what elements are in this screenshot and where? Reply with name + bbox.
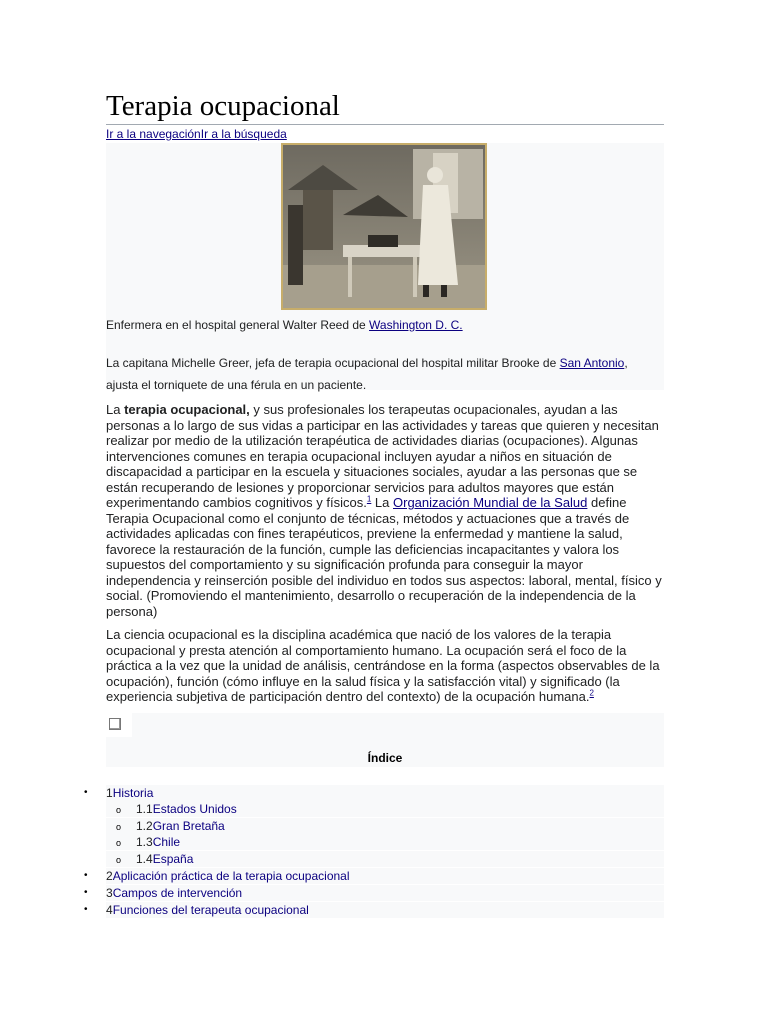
jump-to-navigation-link[interactable]: Ir a la navegación (106, 127, 201, 141)
toc-number: 1.3 (136, 835, 153, 849)
toc-item[interactable] (106, 834, 664, 850)
toc-title: Índice (367, 751, 403, 765)
toc-number: 1.1 (136, 802, 153, 816)
toc-link[interactable]: España (152, 852, 194, 866)
toc-item[interactable] (106, 801, 664, 817)
toc-link[interactable]: Historia (112, 786, 154, 800)
p1-text-d: define Terapia Ocupacional como el conjunto de técnicas, métodos y actuaciones que a través de actividades aplicadas con fines terapéuticos, previene la enfermedad y mantiene la salud, favorece la restauración de la función, cumple las deficiencias incapacitantes y valora los supuestos del comportamiento y su significación profunda para conseguir la mayor independencia y reinserción posible del individuo en todos sus aspectos: laboral, mental, físico y social. (Promoviendo el mantenimiento, desarrollo o recuperación de la independencia de la persona) (106, 495, 662, 619)
oms-link[interactable]: Organización Mundial de la Salud (393, 495, 588, 510)
p1-text-b: y sus profesionales los terapeutas ocupacionales, ayudan a las personas a lo largo de sus vidas a participar en las actividades y tareas que quieren y necesitan realizar por medio de la utilización terapéutica de actividades diarias (ocupaciones). Algunas intervenciones comunes en terapia ocupacional incluyen ayudar a niños en situación de discapacidad a participar en la escuela y situaciones sociales, ayudar a las personas que se están recuperando de lesiones y proporcionar servicios para adultos mayores que están experimentando cambios cognitivos y físicos. (106, 402, 659, 510)
caption-2-text: La capitana Michelle Greer, jefa de terapia ocupacional del hospital militar Brooke de (106, 356, 560, 370)
p1-text-c: La (371, 495, 393, 510)
caption-2 (106, 352, 662, 396)
toc-item[interactable] (106, 818, 664, 834)
toc-number: 4 (106, 903, 113, 917)
p1-bold-term: terapia ocupacional, (124, 402, 250, 417)
toc-number: 1 (106, 786, 113, 800)
p1-text-a: La (106, 402, 125, 417)
caption-1 (106, 318, 463, 332)
page-title: Terapia ocupacional (106, 88, 664, 125)
caption-2-text-cont: ajusta el torniquete de una férula en un paciente. (106, 378, 367, 392)
toc-box (106, 713, 664, 767)
science-paragraph (106, 627, 666, 705)
toc-number: 2 (106, 869, 113, 883)
bullet-icon: • (84, 904, 88, 915)
toc-link[interactable]: Estados Unidos (152, 802, 237, 816)
toc-link[interactable]: Campos de intervención (112, 886, 243, 900)
san-antonio-link[interactable]: San Antonio (559, 356, 625, 370)
jump-to-search-link[interactable]: Ir a la búsqueda (200, 127, 287, 141)
toc-item[interactable] (106, 851, 664, 867)
toc-number: 1.4 (136, 852, 153, 866)
toc-number: 3 (106, 886, 113, 900)
intro-paragraph (106, 402, 666, 619)
sub-bullet-icon: o (116, 838, 122, 848)
sub-bullet-icon: o (116, 805, 122, 815)
infobox-photo[interactable] (281, 143, 487, 310)
bullet-icon: • (84, 887, 88, 898)
jump-links (106, 127, 287, 141)
toc-item[interactable] (84, 785, 664, 801)
sub-bullet-icon: o (116, 855, 122, 865)
toc-item[interactable] (84, 868, 664, 884)
p2-text: La ciencia ocupacional es la disciplina académica que nació de los valores de la terapia ocupacional y presta atención al comportamiento humano. La ocupación será el foco de la práctica a la vez que la unidad de análisis, centrándose en la forma (aspectos observables de la ocupación), función (cómo influye en la salud física y la satisfacción vital) y significado (la experiencia subjetiva de participación dentro del contexto) de la ocupación humana. (106, 627, 660, 704)
ref-1[interactable]: 1 (366, 494, 372, 504)
sub-bullet-icon: o (116, 822, 122, 832)
photo-image (283, 145, 485, 308)
bullet-icon: • (84, 787, 88, 798)
caption-2-comma: , (624, 356, 628, 370)
toc-link[interactable]: Gran Bretaña (152, 819, 225, 833)
bullet-icon: • (84, 870, 88, 881)
toc-link[interactable]: Chile (152, 835, 181, 849)
toc-number: 1.2 (136, 819, 153, 833)
toc-link[interactable]: Aplicación práctica de la terapia ocupacional (112, 869, 350, 883)
toc-link[interactable]: Funciones del terapeuta ocupacional (112, 903, 309, 917)
ref-2[interactable]: 2 (589, 688, 594, 698)
toc-item[interactable] (84, 885, 664, 901)
caption-1-text: Enfermera en el hospital general Walter Reed de (106, 318, 370, 332)
washington-link[interactable]: Washington D. C. (369, 318, 463, 332)
toc-item[interactable] (84, 902, 664, 918)
toc-toggle-checkbox[interactable] (109, 718, 121, 730)
